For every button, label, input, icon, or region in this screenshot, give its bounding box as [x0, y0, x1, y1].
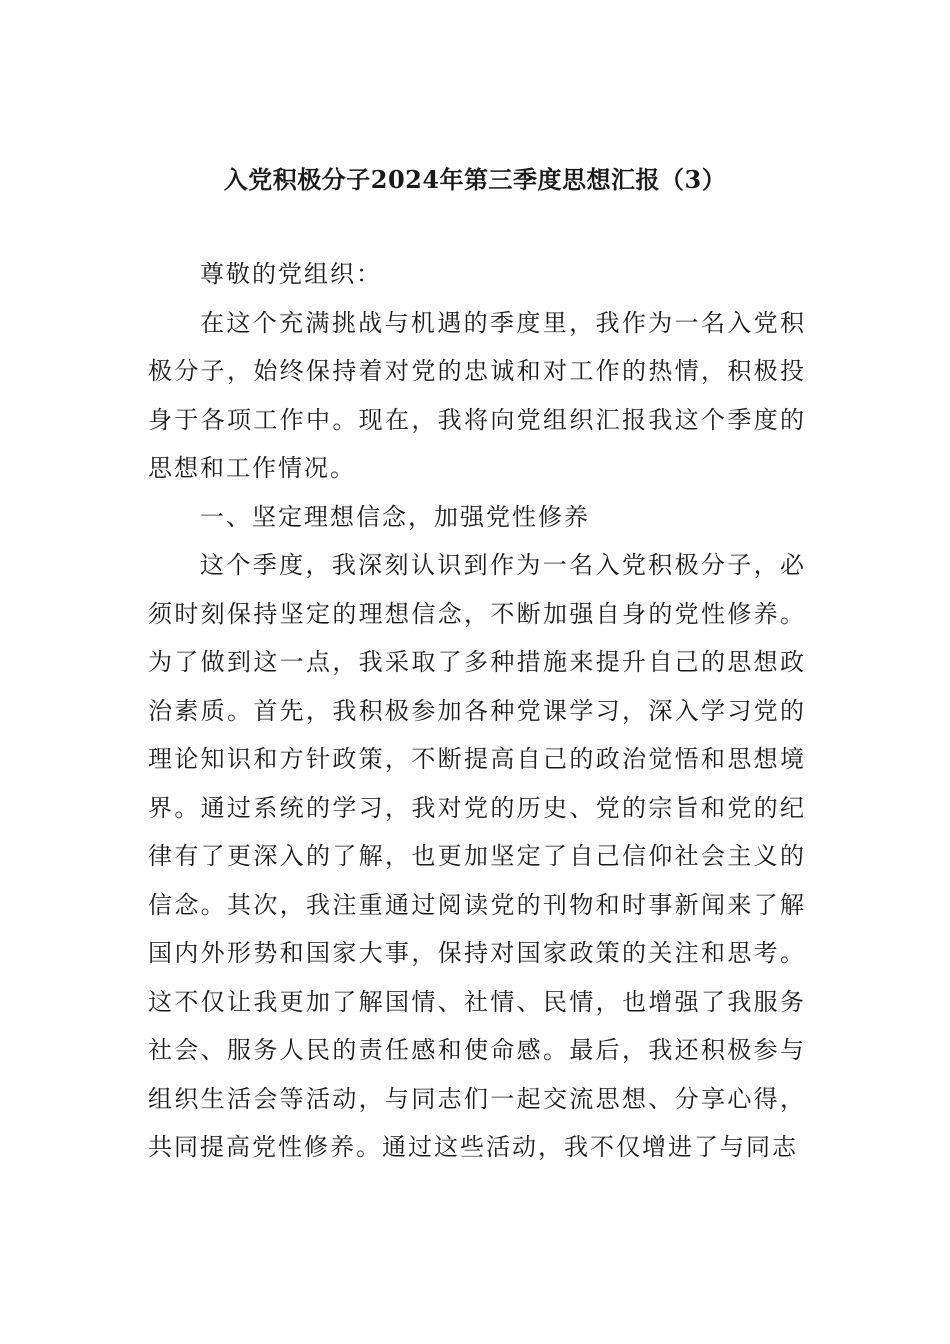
section-heading-1: 一、坚定理想信念，加强党性修养	[200, 502, 590, 531]
document-title: 入党积极分子2024年第三季度思想汇报（3）	[223, 165, 727, 194]
paragraph-section-1: 这个季度，我深刻认识到作为一名入党积极分子，必须时刻保持坚定的理想信念，不断加强自身的党性修养。为了做到这一点，我采取了多种措施来提升自己的思想政治素质。首先，我积极参加各种党课学习，深入学习党的理论知识和方针政策，不断提高自己的政治觉悟和思想境界。通过系统的学习，我对党的历史、党的宗旨和党的纪律有了更深入的了解，也更加坚定了自己信仰社会主义的信念。其次，我注重通过阅读党的刊物和时事新闻来了解国内外形势和国家大事，保持对国家政策的关注和思考。这不仅让我更加了解国情、社情、民情，也增强了我服务社会、服务人民的责任感和使命感。最后，我还积极参与组织生活会等活动，与同志们一起交流思想、分享心得，共同提高党性修养。通过这些活动，我不仅增进了与同志	[148, 551, 806, 1161]
salutation: 尊敬的党组织：	[200, 260, 382, 288]
document-body	[148, 250, 806, 1172]
paragraph-intro: 在这个充满挑战与机遇的季度里，我作为一名入党积极分子，始终保持着对党的忠诚和对工作的热情，积极投身于各项工作中。现在，我将向党组织汇报我这个季度的思想和工作情况。	[148, 308, 806, 482]
